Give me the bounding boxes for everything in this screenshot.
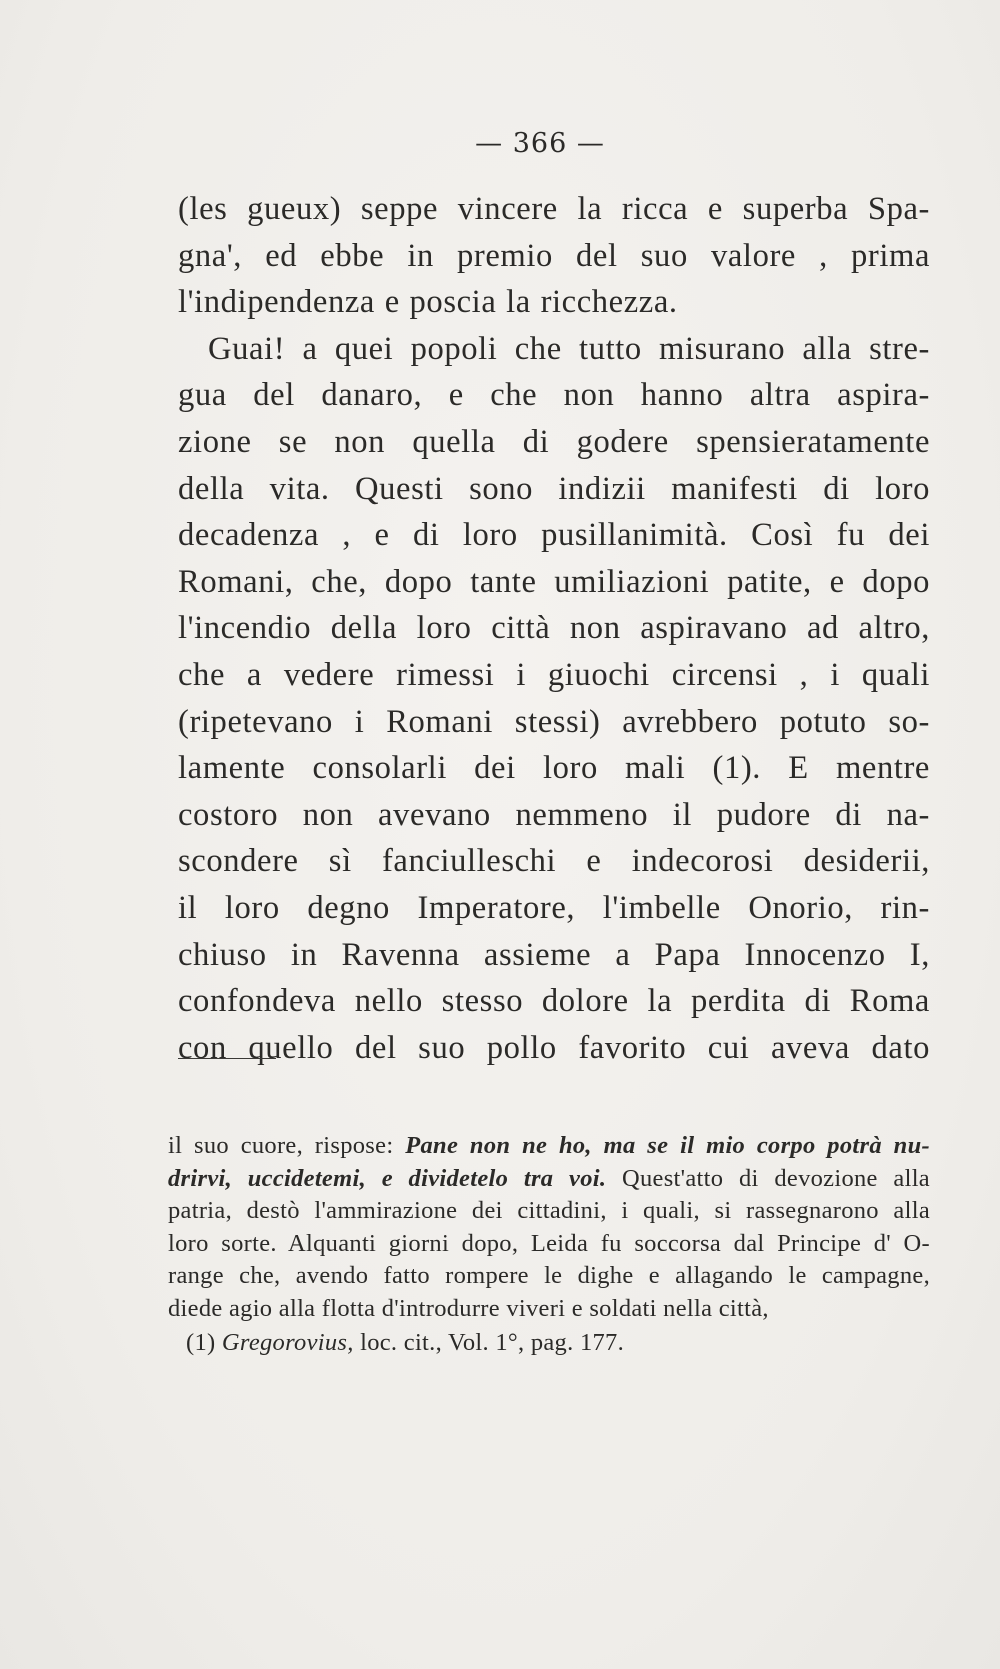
footnotes	[168, 1130, 930, 1360]
footnote-ref-source: loc. cit., Vol. 1°, pag. 177.	[353, 1329, 625, 1356]
body-line: con quello del suo pollo favorito cui aveva dato	[178, 1029, 930, 1066]
footnote-line	[168, 1130, 930, 1163]
footnote-reference	[168, 1327, 930, 1360]
footnote-ref-number: (1)	[186, 1329, 222, 1356]
body-line: gua del danaro, e che non hanno altra aspira-	[178, 377, 930, 414]
footnote-line: patria, destò l'ammirazione dei cittadini, i quali, si rassegnarono alla	[168, 1197, 930, 1224]
footnote-text: Quest'atto di devozione alla	[606, 1164, 930, 1192]
page-number: — 366 —	[475, 128, 605, 159]
body-line: (ripetevano i Romani stessi) avrebbero potuto so-	[178, 703, 930, 740]
body-line: scondere sì fanciulleschi e indecorosi desiderii,	[178, 843, 930, 880]
body-line: confondeva nello stesso dolore la perdita di Roma	[178, 983, 930, 1020]
body-line: lamente consolarli dei loro mali (1). E mentre	[178, 750, 930, 787]
body-line: (les gueux) seppe vincere la ricca e superba Spa-	[178, 191, 930, 227]
body-line: il loro degno Imperatore, l'imbelle Onorio, rin-	[178, 889, 930, 926]
body-text	[178, 186, 930, 1071]
body-line: della vita. Questi sono indizii manifesti di loro	[178, 470, 930, 507]
body-line: zione se non quella di godere spensieratamente	[178, 423, 930, 460]
body-line: gna', ed ebbe in premio del suo valore , prima	[178, 237, 930, 274]
body-line: decadenza , e di loro pusillanimità. Così fu dei	[178, 517, 930, 554]
body-line: Romani, che, dopo tante umiliazioni patite, e dopo	[178, 563, 930, 600]
body-line: chiuso in Ravenna assieme a Papa Innocenzo I,	[178, 936, 930, 973]
footnote-line: loro sorte. Alquanti giorni dopo, Leida fu soccorsa dal Principe d' O-	[168, 1229, 930, 1257]
body-line: che a vedere rimessi i giuochi circensi , i quali	[178, 656, 930, 693]
footnote-ref-author: Gregorovius,	[221, 1329, 354, 1356]
footnote-quote: Pane non ne ho, ma se il mio corpo potrà nu-	[405, 1132, 930, 1159]
body-line: l'incendio della loro città non aspiravano ad altro,	[178, 610, 930, 647]
footnote-text: il suo cuore, rispose:	[168, 1132, 406, 1159]
body-line: costoro non avevano nemmeno il pudore di na-	[178, 796, 930, 833]
footnote-line	[168, 1163, 930, 1196]
body-line: Guai! a quei popoli che tutto misurano alla stre-	[208, 330, 930, 367]
footnote-line: range che, avendo fatto rompere le dighe e allagando le campagne,	[168, 1262, 930, 1289]
footnote-rule	[178, 1058, 276, 1059]
body-line: l'indipendenza e poscia la ricchezza.	[178, 284, 678, 321]
footnote-line: diede agio alla flotta d'introdurre viveri e soldati nella città,	[168, 1294, 769, 1322]
footnote-quote: drirvi, uccidetemi, e dividetelo tra voi.	[168, 1164, 607, 1192]
